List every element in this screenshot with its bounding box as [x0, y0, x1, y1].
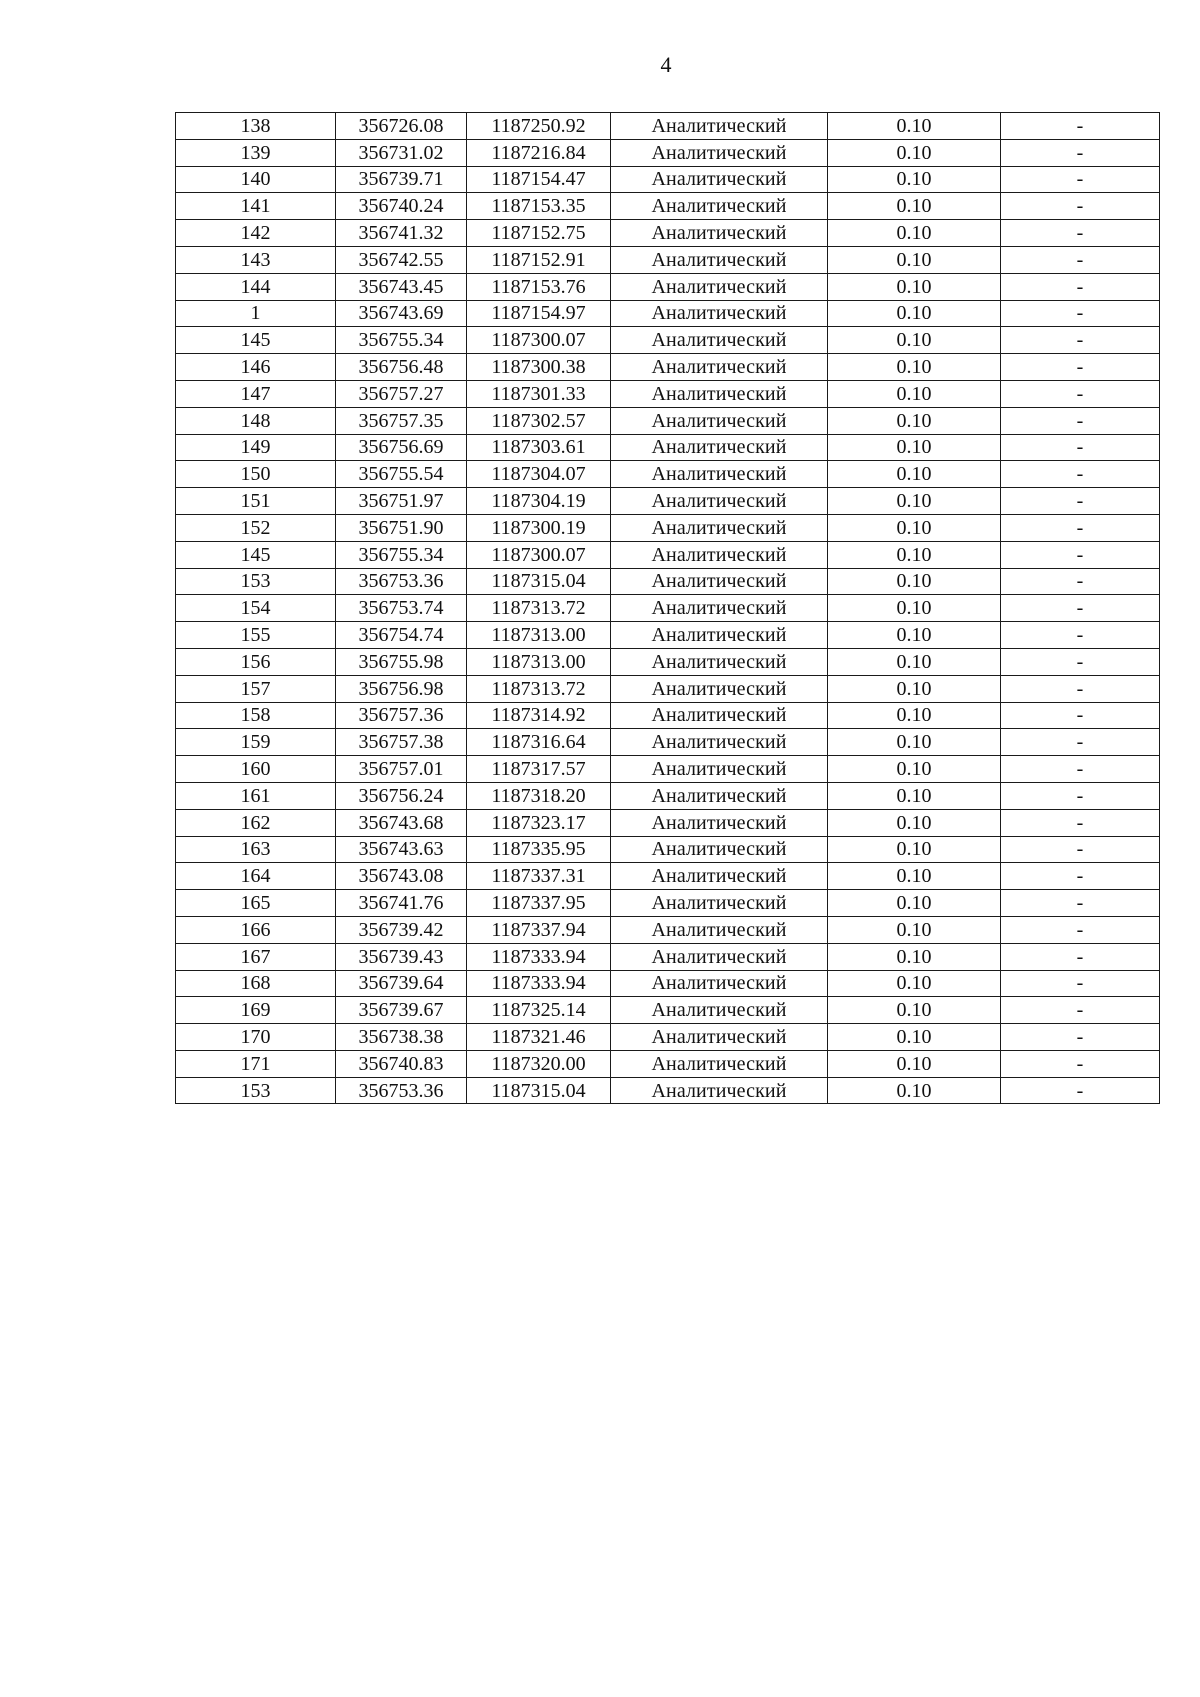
x-coordinate-cell: 356751.90	[336, 514, 467, 541]
x-coordinate-cell: 356741.76	[336, 890, 467, 917]
accuracy-cell: 0.10	[828, 434, 1001, 461]
accuracy-cell: 0.10	[828, 568, 1001, 595]
y-coordinate-cell: 1187302.57	[467, 407, 611, 434]
method-cell: Аналитический	[611, 488, 828, 515]
method-cell: Аналитический	[611, 729, 828, 756]
method-cell: Аналитический	[611, 514, 828, 541]
point-number-cell: 162	[176, 809, 336, 836]
y-coordinate-cell: 1187337.31	[467, 863, 611, 890]
note-cell: -	[1001, 863, 1160, 890]
point-number-cell: 152	[176, 514, 336, 541]
y-coordinate-cell: 1187313.00	[467, 648, 611, 675]
table-row	[176, 488, 1160, 515]
accuracy-cell: 0.10	[828, 595, 1001, 622]
x-coordinate-cell: 356755.34	[336, 327, 467, 354]
x-coordinate-cell: 356757.38	[336, 729, 467, 756]
table-row	[176, 300, 1160, 327]
accuracy-cell: 0.10	[828, 916, 1001, 943]
accuracy-cell: 0.10	[828, 809, 1001, 836]
x-coordinate-cell: 356757.36	[336, 702, 467, 729]
note-cell: -	[1001, 461, 1160, 488]
method-cell: Аналитический	[611, 407, 828, 434]
x-coordinate-cell: 356753.36	[336, 1077, 467, 1104]
method-cell: Аналитический	[611, 836, 828, 863]
point-number-cell: 169	[176, 997, 336, 1024]
table-row	[176, 273, 1160, 300]
note-cell: -	[1001, 246, 1160, 273]
point-number-cell: 155	[176, 622, 336, 649]
accuracy-cell: 0.10	[828, 729, 1001, 756]
note-cell: -	[1001, 809, 1160, 836]
method-cell: Аналитический	[611, 782, 828, 809]
y-coordinate-cell: 1187216.84	[467, 139, 611, 166]
point-number-cell: 150	[176, 461, 336, 488]
table-row	[176, 863, 1160, 890]
point-number-cell: 142	[176, 220, 336, 247]
point-number-cell: 1	[176, 300, 336, 327]
y-coordinate-cell: 1187304.19	[467, 488, 611, 515]
y-coordinate-cell: 1187318.20	[467, 782, 611, 809]
x-coordinate-cell: 356756.24	[336, 782, 467, 809]
note-cell: -	[1001, 702, 1160, 729]
table-row	[176, 702, 1160, 729]
y-coordinate-cell: 1187323.17	[467, 809, 611, 836]
table-row	[176, 354, 1160, 381]
x-coordinate-cell: 356731.02	[336, 139, 467, 166]
y-coordinate-cell: 1187325.14	[467, 997, 611, 1024]
note-cell: -	[1001, 568, 1160, 595]
table-row	[176, 997, 1160, 1024]
accuracy-cell: 0.10	[828, 863, 1001, 890]
note-cell: -	[1001, 220, 1160, 247]
accuracy-cell: 0.10	[828, 166, 1001, 193]
coordinates-table-body	[176, 113, 1160, 1104]
y-coordinate-cell: 1187152.91	[467, 246, 611, 273]
coordinates-table	[175, 112, 1160, 1104]
note-cell: -	[1001, 782, 1160, 809]
x-coordinate-cell: 356756.48	[336, 354, 467, 381]
note-cell: -	[1001, 890, 1160, 917]
point-number-cell: 164	[176, 863, 336, 890]
x-coordinate-cell: 356755.54	[336, 461, 467, 488]
page-number: 4	[660, 52, 672, 77]
note-cell: -	[1001, 622, 1160, 649]
note-cell: -	[1001, 997, 1160, 1024]
method-cell: Аналитический	[611, 890, 828, 917]
method-cell: Аналитический	[611, 943, 828, 970]
y-coordinate-cell: 1187315.04	[467, 1077, 611, 1104]
table-row	[176, 113, 1160, 140]
y-coordinate-cell: 1187313.00	[467, 622, 611, 649]
x-coordinate-cell: 356743.08	[336, 863, 467, 890]
accuracy-cell: 0.10	[828, 300, 1001, 327]
accuracy-cell: 0.10	[828, 488, 1001, 515]
method-cell: Аналитический	[611, 675, 828, 702]
method-cell: Аналитический	[611, 702, 828, 729]
point-number-cell: 163	[176, 836, 336, 863]
accuracy-cell: 0.10	[828, 514, 1001, 541]
note-cell: -	[1001, 193, 1160, 220]
x-coordinate-cell: 356743.68	[336, 809, 467, 836]
x-coordinate-cell: 356751.97	[336, 488, 467, 515]
y-coordinate-cell: 1187152.75	[467, 220, 611, 247]
x-coordinate-cell: 356739.67	[336, 997, 467, 1024]
x-coordinate-cell: 356743.45	[336, 273, 467, 300]
table-row	[176, 622, 1160, 649]
table-row	[176, 246, 1160, 273]
x-coordinate-cell: 356756.69	[336, 434, 467, 461]
note-cell: -	[1001, 675, 1160, 702]
method-cell: Аналитический	[611, 970, 828, 997]
point-number-cell: 165	[176, 890, 336, 917]
y-coordinate-cell: 1187321.46	[467, 1024, 611, 1051]
accuracy-cell: 0.10	[828, 943, 1001, 970]
y-coordinate-cell: 1187300.07	[467, 327, 611, 354]
y-coordinate-cell: 1187317.57	[467, 756, 611, 783]
y-coordinate-cell: 1187316.64	[467, 729, 611, 756]
accuracy-cell: 0.10	[828, 782, 1001, 809]
note-cell: -	[1001, 1050, 1160, 1077]
table-row	[176, 1024, 1160, 1051]
accuracy-cell: 0.10	[828, 407, 1001, 434]
point-number-cell: 143	[176, 246, 336, 273]
method-cell: Аналитический	[611, 461, 828, 488]
note-cell: -	[1001, 166, 1160, 193]
y-coordinate-cell: 1187320.00	[467, 1050, 611, 1077]
note-cell: -	[1001, 380, 1160, 407]
point-number-cell: 147	[176, 380, 336, 407]
accuracy-cell: 0.10	[828, 1077, 1001, 1104]
x-coordinate-cell: 356754.74	[336, 622, 467, 649]
note-cell: -	[1001, 488, 1160, 515]
table-row	[176, 970, 1160, 997]
table-row	[176, 916, 1160, 943]
x-coordinate-cell: 356739.64	[336, 970, 467, 997]
x-coordinate-cell: 356742.55	[336, 246, 467, 273]
x-coordinate-cell: 356739.43	[336, 943, 467, 970]
method-cell: Аналитический	[611, 327, 828, 354]
note-cell: -	[1001, 407, 1160, 434]
note-cell: -	[1001, 514, 1160, 541]
point-number-cell: 145	[176, 327, 336, 354]
note-cell: -	[1001, 139, 1160, 166]
note-cell: -	[1001, 595, 1160, 622]
accuracy-cell: 0.10	[828, 756, 1001, 783]
table-row	[176, 434, 1160, 461]
accuracy-cell: 0.10	[828, 648, 1001, 675]
table-row	[176, 380, 1160, 407]
method-cell: Аналитический	[611, 139, 828, 166]
accuracy-cell: 0.10	[828, 702, 1001, 729]
point-number-cell: 159	[176, 729, 336, 756]
method-cell: Аналитический	[611, 541, 828, 568]
accuracy-cell: 0.10	[828, 1024, 1001, 1051]
table-row	[176, 327, 1160, 354]
y-coordinate-cell: 1187300.19	[467, 514, 611, 541]
point-number-cell: 160	[176, 756, 336, 783]
accuracy-cell: 0.10	[828, 220, 1001, 247]
method-cell: Аналитический	[611, 246, 828, 273]
method-cell: Аналитический	[611, 380, 828, 407]
x-coordinate-cell: 356756.98	[336, 675, 467, 702]
method-cell: Аналитический	[611, 273, 828, 300]
table-row	[176, 407, 1160, 434]
method-cell: Аналитический	[611, 756, 828, 783]
note-cell: -	[1001, 327, 1160, 354]
note-cell: -	[1001, 273, 1160, 300]
note-cell: -	[1001, 729, 1160, 756]
x-coordinate-cell: 356740.24	[336, 193, 467, 220]
table-row	[176, 541, 1160, 568]
method-cell: Аналитический	[611, 166, 828, 193]
point-number-cell: 158	[176, 702, 336, 729]
table-row	[176, 1050, 1160, 1077]
accuracy-cell: 0.10	[828, 970, 1001, 997]
table-row	[176, 809, 1160, 836]
method-cell: Аналитический	[611, 595, 828, 622]
table-row	[176, 193, 1160, 220]
y-coordinate-cell: 1187250.92	[467, 113, 611, 140]
accuracy-cell: 0.10	[828, 139, 1001, 166]
point-number-cell: 170	[176, 1024, 336, 1051]
note-cell: -	[1001, 970, 1160, 997]
x-coordinate-cell: 356755.34	[336, 541, 467, 568]
y-coordinate-cell: 1187153.76	[467, 273, 611, 300]
point-number-cell: 157	[176, 675, 336, 702]
method-cell: Аналитический	[611, 1050, 828, 1077]
note-cell: -	[1001, 354, 1160, 381]
point-number-cell: 140	[176, 166, 336, 193]
x-coordinate-cell: 356740.83	[336, 1050, 467, 1077]
table-row	[176, 1077, 1160, 1104]
method-cell: Аналитический	[611, 300, 828, 327]
y-coordinate-cell: 1187301.33	[467, 380, 611, 407]
y-coordinate-cell: 1187335.95	[467, 836, 611, 863]
note-cell: -	[1001, 1077, 1160, 1104]
accuracy-cell: 0.10	[828, 354, 1001, 381]
point-number-cell: 146	[176, 354, 336, 381]
method-cell: Аналитический	[611, 354, 828, 381]
method-cell: Аналитический	[611, 809, 828, 836]
point-number-cell: 139	[176, 139, 336, 166]
point-number-cell: 148	[176, 407, 336, 434]
y-coordinate-cell: 1187304.07	[467, 461, 611, 488]
x-coordinate-cell: 356755.98	[336, 648, 467, 675]
x-coordinate-cell: 356757.35	[336, 407, 467, 434]
y-coordinate-cell: 1187337.95	[467, 890, 611, 917]
point-number-cell: 153	[176, 568, 336, 595]
note-cell: -	[1001, 836, 1160, 863]
table-row	[176, 568, 1160, 595]
x-coordinate-cell: 356743.69	[336, 300, 467, 327]
note-cell: -	[1001, 1024, 1160, 1051]
table-row	[176, 890, 1160, 917]
table-row	[176, 514, 1160, 541]
y-coordinate-cell: 1187333.94	[467, 943, 611, 970]
method-cell: Аналитический	[611, 1024, 828, 1051]
point-number-cell: 161	[176, 782, 336, 809]
x-coordinate-cell: 356757.01	[336, 756, 467, 783]
method-cell: Аналитический	[611, 648, 828, 675]
point-number-cell: 154	[176, 595, 336, 622]
accuracy-cell: 0.10	[828, 622, 1001, 649]
method-cell: Аналитический	[611, 220, 828, 247]
accuracy-cell: 0.10	[828, 997, 1001, 1024]
method-cell: Аналитический	[611, 113, 828, 140]
y-coordinate-cell: 1187333.94	[467, 970, 611, 997]
method-cell: Аналитический	[611, 622, 828, 649]
accuracy-cell: 0.10	[828, 246, 1001, 273]
point-number-cell: 171	[176, 1050, 336, 1077]
y-coordinate-cell: 1187153.35	[467, 193, 611, 220]
y-coordinate-cell: 1187300.07	[467, 541, 611, 568]
point-number-cell: 151	[176, 488, 336, 515]
y-coordinate-cell: 1187313.72	[467, 595, 611, 622]
method-cell: Аналитический	[611, 1077, 828, 1104]
accuracy-cell: 0.10	[828, 273, 1001, 300]
point-number-cell: 167	[176, 943, 336, 970]
note-cell: -	[1001, 300, 1160, 327]
y-coordinate-cell: 1187337.94	[467, 916, 611, 943]
y-coordinate-cell: 1187300.38	[467, 354, 611, 381]
y-coordinate-cell: 1187154.97	[467, 300, 611, 327]
point-number-cell: 153	[176, 1077, 336, 1104]
point-number-cell: 138	[176, 113, 336, 140]
accuracy-cell: 0.10	[828, 113, 1001, 140]
table-row	[176, 729, 1160, 756]
accuracy-cell: 0.10	[828, 675, 1001, 702]
accuracy-cell: 0.10	[828, 890, 1001, 917]
table-row	[176, 461, 1160, 488]
y-coordinate-cell: 1187314.92	[467, 702, 611, 729]
point-number-cell: 144	[176, 273, 336, 300]
y-coordinate-cell: 1187303.61	[467, 434, 611, 461]
note-cell: -	[1001, 434, 1160, 461]
point-number-cell: 141	[176, 193, 336, 220]
accuracy-cell: 0.10	[828, 836, 1001, 863]
method-cell: Аналитический	[611, 997, 828, 1024]
x-coordinate-cell: 356743.63	[336, 836, 467, 863]
note-cell: -	[1001, 648, 1160, 675]
y-coordinate-cell: 1187313.72	[467, 675, 611, 702]
table-row	[176, 782, 1160, 809]
table-row	[176, 220, 1160, 247]
method-cell: Аналитический	[611, 568, 828, 595]
x-coordinate-cell: 356739.71	[336, 166, 467, 193]
note-cell: -	[1001, 943, 1160, 970]
method-cell: Аналитический	[611, 434, 828, 461]
y-coordinate-cell: 1187154.47	[467, 166, 611, 193]
x-coordinate-cell: 356726.08	[336, 113, 467, 140]
note-cell: -	[1001, 541, 1160, 568]
method-cell: Аналитический	[611, 916, 828, 943]
x-coordinate-cell: 356753.74	[336, 595, 467, 622]
table-row	[176, 648, 1160, 675]
table-row	[176, 756, 1160, 783]
note-cell: -	[1001, 916, 1160, 943]
point-number-cell: 166	[176, 916, 336, 943]
point-number-cell: 156	[176, 648, 336, 675]
accuracy-cell: 0.10	[828, 541, 1001, 568]
table-row	[176, 675, 1160, 702]
accuracy-cell: 0.10	[828, 380, 1001, 407]
x-coordinate-cell: 356757.27	[336, 380, 467, 407]
method-cell: Аналитический	[611, 863, 828, 890]
table-row	[176, 166, 1160, 193]
accuracy-cell: 0.10	[828, 461, 1001, 488]
table-row	[176, 595, 1160, 622]
point-number-cell: 145	[176, 541, 336, 568]
x-coordinate-cell: 356738.38	[336, 1024, 467, 1051]
table-row	[176, 139, 1160, 166]
x-coordinate-cell: 356753.36	[336, 568, 467, 595]
note-cell: -	[1001, 113, 1160, 140]
table-row	[176, 943, 1160, 970]
accuracy-cell: 0.10	[828, 1050, 1001, 1077]
method-cell: Аналитический	[611, 193, 828, 220]
table-row	[176, 836, 1160, 863]
y-coordinate-cell: 1187315.04	[467, 568, 611, 595]
note-cell: -	[1001, 756, 1160, 783]
point-number-cell: 168	[176, 970, 336, 997]
point-number-cell: 149	[176, 434, 336, 461]
accuracy-cell: 0.10	[828, 327, 1001, 354]
x-coordinate-cell: 356741.32	[336, 220, 467, 247]
x-coordinate-cell: 356739.42	[336, 916, 467, 943]
accuracy-cell: 0.10	[828, 193, 1001, 220]
